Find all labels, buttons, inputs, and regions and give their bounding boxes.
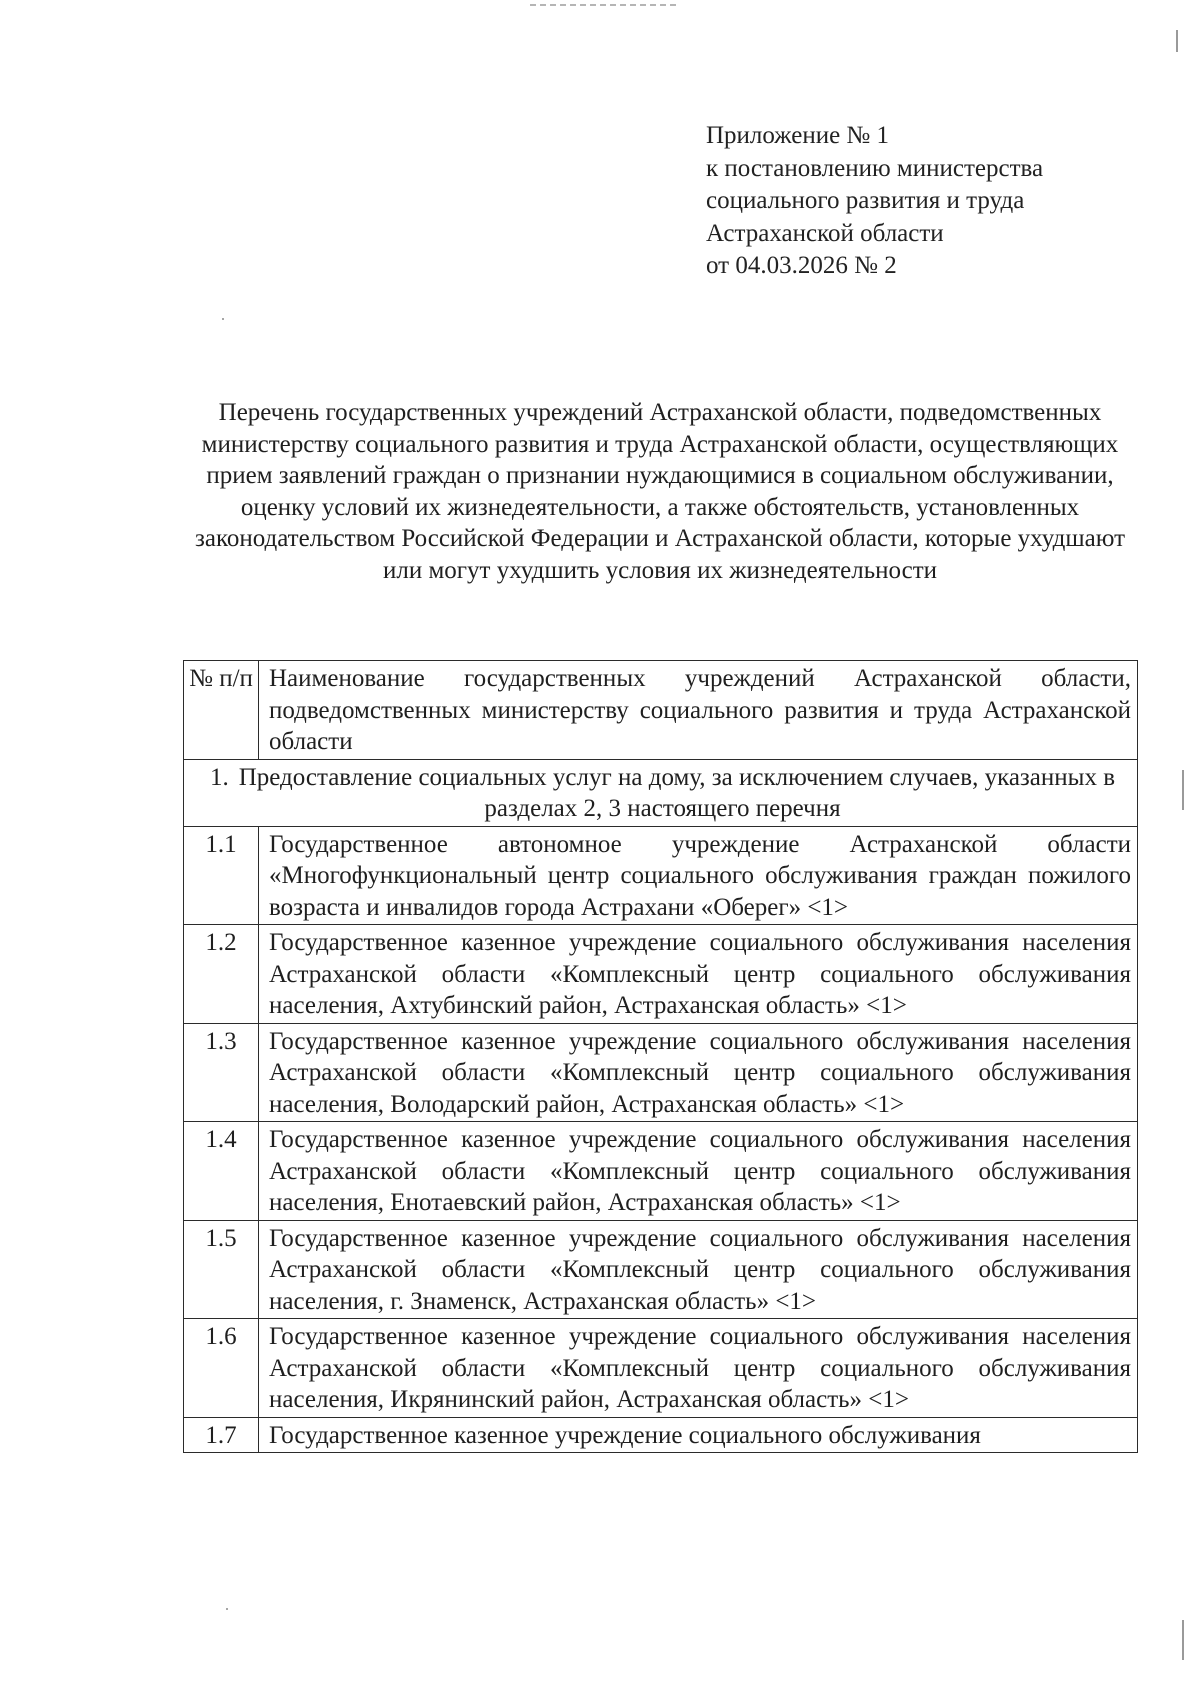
section-number: 1. (209, 763, 229, 791)
section-text: Предоставление социальных услуг на дому, за исключением случаев, указанных в разделах 2, 3 настоящего перечня (238, 763, 1116, 822)
table-header-row (184, 661, 1138, 760)
row-number: 1.2 (184, 925, 259, 1024)
table-row (184, 1023, 1138, 1122)
scan-artifact-right (1182, 770, 1184, 810)
appendix-line: от 04.03.2026 № 2 (706, 252, 897, 279)
row-institution-name: Государственное автономное учреждение Астраханской области «Многофункциональный центр социального обслуживания граждан пожилого возраста и инвалидов города Астрахани «Оберег» <1> (259, 826, 1138, 925)
row-number: 1.3 (184, 1023, 259, 1122)
document-title: Перечень государственных учреждений Астраханской области, подведомственных министерству социального развития и труда Астраханской области, осуществляющих прием заявлений граждан о признании нуждающимися в социальном обслуживании, оценку условий их жизнедеятельности, а также обстоятельств, установленных законодательством Российской Федерации и Астраханской области, которые ухудшают или могут ухудшить условия их жизнедеятельности (195, 399, 1125, 584)
row-institution-name: Государственное казенное учреждение социального обслуживания населения Астраханской области «Комплексный центр социального обслуживания населения, г. Знаменск, Астраханская область» <1> (259, 1220, 1138, 1319)
row-number: 1.1 (184, 826, 259, 925)
table-row (184, 1220, 1138, 1319)
header-name-cell: Наименование государственных учреждений Астраханской области, подведомственных министерству социального развития и труда Астраханской области (259, 661, 1138, 760)
scan-artifact-right (1176, 30, 1178, 52)
row-number: 1.5 (184, 1220, 259, 1319)
scan-speck (222, 318, 224, 320)
row-number: 1.7 (184, 1417, 259, 1453)
row-number: 1.6 (184, 1319, 259, 1418)
scan-artifact-top (530, 4, 680, 6)
row-institution-name: Государственное казенное учреждение социального обслуживания населения Астраханской области «Комплексный центр социального обслуживания населения, Володарский район, Астраханская область» <1> (259, 1023, 1138, 1122)
section-row (184, 759, 1138, 826)
table-row (184, 1122, 1138, 1221)
header-number-cell: № п/п (184, 661, 259, 760)
appendix-line: Приложение № 1 (706, 122, 890, 149)
row-number: 1.4 (184, 1122, 259, 1221)
row-institution-name: Государственное казенное учреждение социального обслуживания (259, 1417, 1138, 1453)
row-institution-name: Государственное казенное учреждение социального обслуживания населения Астраханской области «Комплексный центр социального обслуживания населения, Ахтубинский район, Астраханская область» <1> (259, 925, 1138, 1024)
appendix-line: к постановлению министерства (706, 154, 1044, 182)
table-row (184, 925, 1138, 1024)
scan-artifact-right (1182, 1620, 1184, 1660)
appendix-line: социального развития и труда (706, 187, 1025, 214)
appendix-line: Астраханской области (706, 219, 944, 247)
table-row (184, 1417, 1138, 1453)
row-institution-name: Государственное казенное учреждение социального обслуживания населения Астраханской области «Комплексный центр социального обслуживания населения, Икрянинский район, Астраханская область» <1> (259, 1319, 1138, 1418)
scan-speck (226, 1608, 228, 1610)
section-cell (184, 759, 1138, 826)
institutions-table (183, 660, 1138, 1453)
table-row (184, 1319, 1138, 1418)
appendix-header (706, 120, 1146, 283)
row-institution-name: Государственное казенное учреждение социального обслуживания населения Астраханской области «Комплексный центр социального обслуживания населения, Енотаевский район, Астраханская область» <1> (259, 1122, 1138, 1221)
table-row (184, 826, 1138, 925)
